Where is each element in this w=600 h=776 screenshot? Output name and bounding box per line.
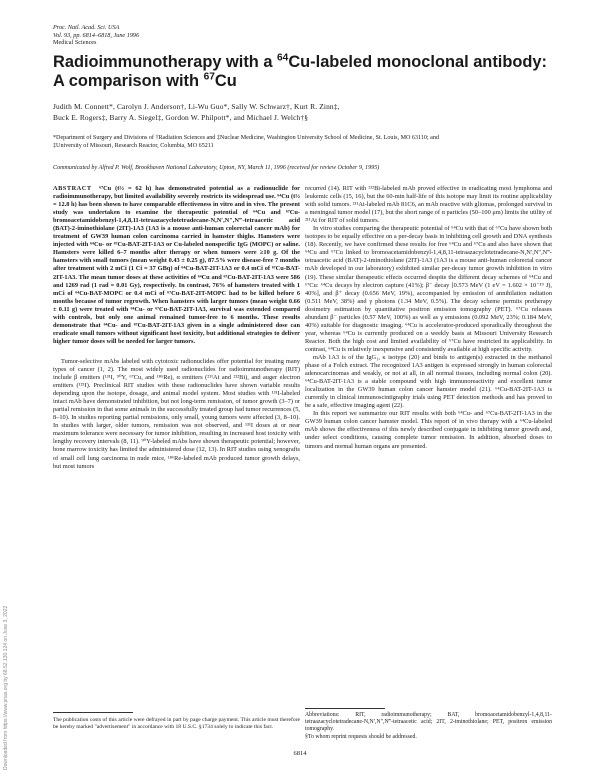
title-line-2-post: Cu: [214, 71, 237, 90]
title-line-1-post: Cu-labeled monoclonal antibody:: [288, 53, 547, 71]
right-paragraph-2: In vitro studies comparing the therapeutic potential of ⁶⁴Cu with that of ⁶⁷Cu have shown both isotopes to be equally effective on a per-decay basis in inhibiting cell growth and DNA synthesis (18). Recently, we have confirmed these results for free ⁶⁴Cu and ⁶⁷Cu and also have shown that ⁶⁴Cu and ⁶⁷Cu linked to bromoacetamidobenzyl-1,4,8,11-tetraazacyclotetradecane-N,N′,N″,N‴-tetraacetic acid (BAT)-2-iminothiolane (2IT)-1A3 (1A3 is a mouse anti-human colorectal cancer mAb developed in our laboratory) exhibited similar per-decay tumor growth inhibition in vitro (19). These similar therapeutic effects occurred despite the different decay schemes of ⁶⁴Cu and ⁶⁷Cu: ⁶⁴Cu decays by electron capture (41%); β⁻ decay [0.573 MeV (1 eV = 1.602 × 10⁻¹⁹ J), 40%], and β⁺ decay (0.656 MeV, 19%), accompanied by emission of annihilation radiation (0.511 MeV, 38%) and γ photons (1.34 MeV, 0.5%). The decay scheme permits pretherapy dosimetry estimation by quantitative positron emission tomography (PET). ⁶⁷Cu releases abundant β⁻ particles (0.57 MeV, 100%) as well as γ emissions (0.092 MeV, 23%; 0.184 MeV, 40%) suitable for diagnostic imaging. ⁶⁴Cu is accelerator-produced sporadically throughout the year, whereas ⁶⁴Cu is currently produced on a weekly basis at Missouri University Research Reactor. Both the high cost and limited availability of ⁶⁷Cu have restricted its applicability. In contrast, ⁶⁴Cu is relatively inexpensive and consistently available at high specific activity.: [305, 225, 552, 353]
journal-header: [53, 24, 303, 47]
affiliations: [53, 135, 553, 150]
right-paragraph-1: recurred (14). RIT with ²¹²Bi-labeled mAb proved effective in eradicating most lymphoma and leukemic cells (15, 16), but the 60-min half-life of this isotope may limit its routine applicability with solid tumors. ²¹¹At-labeled mAb 81C6, an mAb reactive with gliomas, prolonged survival in a meningeal tumor model (17), but the short range of α particles (50–100 μm) limits the utility of ²¹¹At for RIT of solid tumors.: [305, 185, 552, 225]
title-line-2: [53, 72, 553, 91]
abbreviations-block: [305, 712, 552, 741]
reprint-note: §To whom reprint requests should be addressed.: [305, 733, 417, 740]
page-number: 6814: [293, 750, 307, 757]
left-column: [53, 185, 300, 471]
author-list: [53, 101, 553, 123]
communicated-by: Communicated by Alfred P. Wolf, Brookhaven National Laboratory, Upton, NY, March 11, 1996 (received for review October 9, 1995): [53, 165, 380, 171]
right-column: [305, 185, 552, 451]
right-paragraph-3: mAb 1A3 is of the IgG₁, κ isotype (20) and binds to antigen(s) extracted in the methanol phase of a Folch extract. The recognized 1A3 antigen is expressed strongly in human colorectal adenocarcinomas and weakly, or not at all, in all normal tissues, including normal colon (20). ⁶⁴Cu-BAT-2IT-1A3 is a stable compound with high immunoreactivity and excellent tumor localization in the GW39 human colon cancer hamster model (21). ⁶⁴Cu-BAT-2IT-1A3 is currently in clinical immunoscintigraphy trials using PET detection methods and has proved to be a safe, effective imaging agent (22).: [305, 353, 552, 410]
download-stamp: [3, 300, 12, 770]
title-line-1: [53, 53, 553, 72]
journal-name: Proc. Natl. Acad. Sci. USA: [53, 24, 120, 31]
paper-title: [53, 53, 553, 90]
abbreviations-divider: [305, 708, 385, 709]
intro-paragraph: Tumor-selective mAbs labeled with cytotoxic radionuclides offer potential for treating many types of cancer (1, 2). The most widely used radionuclides for radioimmunotherapy (RIT) include β emitters (¹³¹I, ⁹⁰Y, ⁶⁷Cu, and ¹⁸⁶Re), α emitters (²¹¹At and ²¹²Bi), and auger electron emitters (¹²⁵I). Preclinical RIT studies with these radionuclides have shown variable results depending upon the isotope, dosage, and animal model system. Most studies with ¹³¹I-labeled intact mAb have demonstrated inhibition, but not long-term remission, of tumor growth (3–7) or partial remission in that some animals in the successfully treated group had tumor recurrences (5, 8–10). In studies reporting partial remissions, only small, young tumors were affected (3, 8–10). In studies with larger, older tumors, remission was not observed, and ¹³¹I doses at or near maximum tolerance were necessary for tumor inhibition, resulting in increased host toxicity with lengthy recovery intervals (8, 11). ⁹⁰Y-labeled mAbs have shown therapeutic potential; however, bone marrow toxicity has limited the administered dose (12, 13). In RIT studies using xenografts of small cell lung carcinoma in nude mice, ¹⁸⁶Re-labeled mAb produced tumor growth delays, but most tumors: [53, 357, 300, 470]
title-line-1-pre: Radioimmunotherapy with a: [53, 53, 278, 71]
author-line-1: Judith M. Connett*, Carolyn J. Anderson†, Li-Wu Guo*, Sally W. Schwarz†, Kurt R. Zinn‡,: [53, 102, 340, 111]
abbreviations-text: Abbreviations: RIT, radioimmunotherapy; BAT, bromoacetamidobenzyl-1,4,8,11-tetraazacyclotetradecane-N,N′,N″,N‴-tetraacetic acid; 2IT, 2-iminothiolane; PET, positron emission tomography.: [305, 712, 552, 733]
footnote-divider: [53, 712, 133, 713]
title-line-2-pre: A comparison with: [53, 71, 204, 90]
download-stamp-text: Downloaded from https://www.pnas.org by 68.52.130.124 on June 3, 2022: [3, 605, 9, 770]
journal-volume: Vol. 93, pp. 6814–6818, June 1996: [53, 31, 140, 39]
abstract-text: ⁶⁷Cu (t½ = 62 h) has demonstrated potential as a radionuclide for radioimmunotherapy, but limited availability severely restricts its widespread use. ⁶⁴Cu (t½ = 12.8 h) has been shown to have comparable effectiveness in vitro and in vivo. The present study was undertaken to examine the therapeutic potential of ⁶⁴Cu and ⁶⁷Cu-bromoacetamidobenzyl-1,4,8,11-tetraazacyclotetradecane-N,N′,N″,N‴-tetraacetic acid (BAT)-2-iminothiolane (2IT)-1A3 (1A3 is a mouse anti-human colorectal cancer mAb) for treatment of GW39 human colon carcinoma carried in hamster thighs. Hamsters were injected with ⁶⁴Cu- or ⁶⁷Cu-BAT-2IT-1A3 or Cu-labeled nonspecific IgG (MOPC) or saline. Hamsters were killed 6–7 months after therapy or when tumors were ≥10 g. Of the hamsters with small tumors (mean weight 0.43 ± 0.25 g), 87.5% were disease-free 7 months after treatment with 2 mCi (1 Ci = 37 GBq) of ⁶⁴Cu-BAT-2IT-1A3 or 0.4 mCi of ⁶⁷Cu-BAT-2IT-1A3. The mean tumor doses at these activities of ⁶⁴Cu and ⁶⁷Cu-BAT-2IT-1A3 were 586 and 1269 rad (1 rad = 0.01 Gy), respectively. In contrast, 76% of hamsters treated with 1 mCi of ⁶⁴Cu-BAT-MOPC or 0.4 mCi of ⁶⁷Cu-BAT-2IT-MOPC had to be killed before 6 months because of tumor regrowth. When hamsters with larger tumors (mean weight 0.66 ± 0.11 g) were treated with ⁶⁴Cu- or ⁶⁷Cu-BAT-2IT-1A3, survival was extended compared with controls, but only one animal remained tumor-free to 6 months. These results demonstrate that ⁶⁴Cu- and ⁶⁷Cu-BAT-2IT-1A3 given in a single administered dose can eradicate small tumors without significant host toxicity, but additional strategies to deliver higher tumor doses will be needed for larger tumors.: [53, 185, 301, 345]
abstract-label: ABSTRACT: [53, 185, 92, 192]
right-paragraph-4: In this report we summarize our RIT results with both ⁶⁴Cu- and ⁶⁷Cu-BAT-2IT-1A3 in the GW39 human colon cancer hamster model. This report of in vivo therapy with a ⁶⁴Cu-labeled mAb shows the effectiveness of this newly described conjugate in inhibiting tumor growth and, under select conditions, causing complete tumor remission. In addition, absorbed doses to tumors and normal human organs are presented.: [305, 410, 552, 450]
affiliation-line-1: *Department of Surgery and Divisions of †Radiation Sciences and ‡Nuclear Medicine, Washington University School of Medicine, St. Louis, MO 63110; and: [53, 135, 439, 141]
title-line-1-sup: 64: [277, 52, 289, 64]
author-line-2: Buck E. Rogers‡, Barry A. Siegel‡, Gordon W. Philpott*, and Michael J. Welch†§: [53, 113, 309, 122]
affiliation-line-2: ‡University of Missouri, Research Reactor, Columbia, MO 65211: [53, 142, 214, 149]
abstract: [53, 185, 300, 346]
journal-section: Medical Sciences: [53, 39, 97, 47]
publication-cost-footnote: The publication costs of this article were defrayed in part by page charge payment. This article must therefore be hereby marked "advertisement" in accordance with 18 U.S.C. §1734 solely to indicate this fact.: [53, 717, 300, 730]
title-line-2-sup: 67: [203, 71, 215, 83]
